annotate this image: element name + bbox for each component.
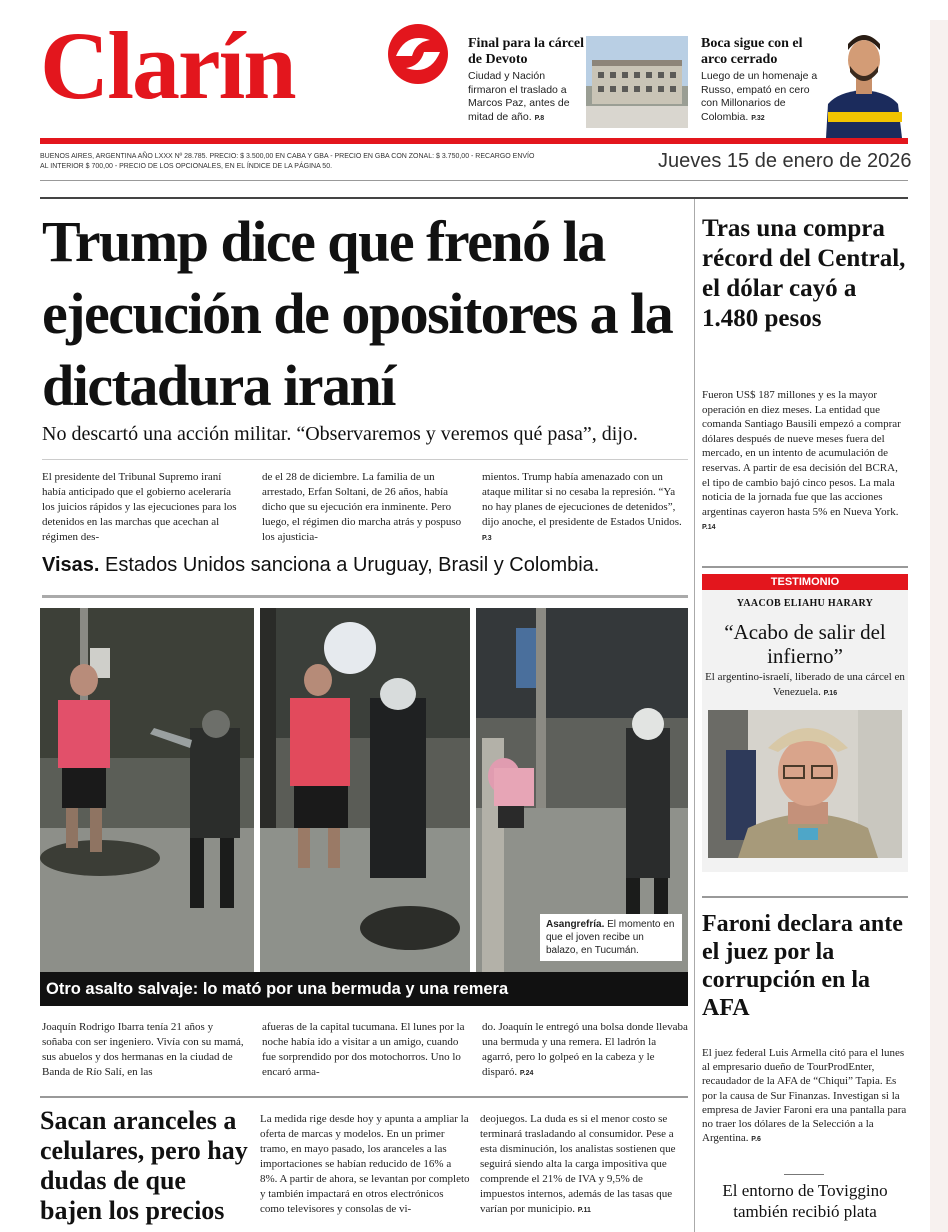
header-divider-thick (40, 197, 908, 199)
bottom-headline[interactable]: Sacan aranceles a celulares, pero hay dudas de que bajen los precios (40, 1106, 248, 1225)
toviggino-teaser[interactable]: El entorno de Toviggino también recibió plata (722, 1181, 888, 1221)
harary-photo[interactable] (708, 710, 902, 858)
main-body-col-1: El presidente del Tribunal Supremo iraní había anticipado que el gobierno aceleraría los juicios rápidos y las ejecuciones para los detenidos en las marchas que acechan al régimen des- (42, 471, 237, 543)
main-headline[interactable]: Trump dice que frenó la ejecución de opositores a la dictadura iraní (42, 209, 673, 418)
testimonio-name: YAACOB ELIAHU HARARY (736, 598, 874, 609)
boca-player-photo[interactable] (818, 20, 908, 138)
dollar-body: Fueron US$ 187 millones y es la mayor operación en diez meses. La entidad que comanda Santiago Bausili empezó a comprar dólares después de nueve meses fuera del mercado, en un intento de acumulación de reservas. A partir de esa decisión del BCRA, el tipo de cambio bajó cinco pesos. La mala noticia de la jornada fue que las acciones argentinas cayeron hasta 5% en Nueva York. P.14 (702, 389, 901, 532)
assault-photo-1[interactable] (40, 608, 254, 972)
testimonio-quote[interactable]: “Acabo de salir del infierno” (724, 620, 886, 668)
teaser-devoto-body: Ciudad y Nación firmaron el traslado a Marcos Paz, antes de mitad de año. P.8 (468, 70, 570, 123)
photo-story-col-1: Joaquín Rodrigo Ibarra tenía 21 años y soñaba con ser ingeniero. Vivía con su mamá, sus abuelos y dos hermanas en la ciudad de Banda de Río Salí, en las (42, 1021, 244, 1078)
clarin-logo[interactable]: Clarín (40, 12, 295, 119)
edition-info: BUENOS AIRES, ARGENTINA AÑO LXXX Nº 28.785. PRECIO: $ 3.500,00 EN CABA Y GBA - PRECIO EN GBA CON ZONAL: $ 3.750,00 - RECARGO ENVÍO AL INTERIOR $ 700,00 - PRECIO DE LOS OPCIONALES, EN EL ÍNDICE DE LA PÁGINA 50. (40, 153, 535, 170)
header-divider (40, 180, 908, 181)
teaser-boca-body: Luego de un homenaje a Russo, empató en cero con Millonarios de Colombia. P.32 (701, 70, 818, 123)
sidebar-divider (702, 566, 908, 568)
main-body-col-3: mientos. Trump había amenazado con un ataque militar si no cesaba la represión. “Ya no hay planes de ejecuciones de detenidos”, dijo anoche, el presidente de Estados Unidos. P.3 (482, 471, 682, 542)
photo-story-col-3: do. Joaquín le entregó una bolsa donde llevaba una bermuda y una remera. El ladrón la agarró, pero lo golpeó en la cabeza y le disparó. P.24 (482, 1021, 688, 1078)
bottom-divider (40, 1096, 688, 1098)
bottom-body-col-1: La medida rige desde hoy y apunta a ampliar la oferta de marcas y modelos. En un primer tramo, en mayo pasado, los aranceles a las importaciones se habían reducido de 16% a 8%. A partir de ahora, se levantan por completo y también impactará en otros electrónicos como televisores y consolas de vi- (260, 1113, 470, 1215)
assault-photo-2[interactable] (260, 608, 470, 972)
visas-divider (42, 595, 688, 598)
dollar-headline[interactable]: Tras una compra récord del Central, el dólar cayó a 1.480 pesos (702, 215, 906, 332)
teaser-devoto-title[interactable]: Final para la cárcel de Devoto (468, 36, 584, 67)
page-edge (930, 20, 948, 1232)
testimonio-label: TESTIMONIO (702, 574, 908, 590)
afa-body: El juez federal Luis Armella citó para el lunes al empresario dueño de TourProdEnter, recaudador de la AFA de “Chiqui” Tapia. Es por la causa de Sur Finanzas. Investigan si la empresa de Javier Faroni era una pantalla para no traer los dólares de la Selección a la Argentina. P.6 (702, 1047, 907, 1145)
issue-date: Jueves 15 de enero de 2026 (658, 150, 912, 172)
sidebar-short-rule (784, 1174, 824, 1175)
testimonio-text: El argentino-israelí, liberado de una cárcel en Venezuela. P.16 (705, 671, 905, 698)
sidebar-divider-2 (702, 896, 908, 898)
main-divider (42, 459, 688, 460)
masthead-rule (40, 138, 908, 144)
teaser-boca-title[interactable]: Boca sigue con el arco cerrado (701, 36, 803, 67)
photo-caption: Asangrefría. El momento en que el joven recibe un balazo, en Tucumán. (540, 914, 682, 961)
main-subhead: No descartó una acción militar. “Observaremos y veremos qué pasa”, dijo. (42, 423, 638, 445)
column-divider (694, 199, 695, 1232)
visas-headline[interactable]: Visas. Estados Unidos sanciona a Uruguay, Brasil y Colombia. (42, 554, 600, 576)
main-body-col-2: de el 28 de diciembre. La familia de un arrestado, Erfan Soltani, de 26 años, había dicho que su ejecución era inminente. Pero luego, el régimen dio marcha atrás y pospuso los ajusticia- (262, 471, 462, 543)
afa-headline[interactable]: Faroni declara ante el juez por la corrupción en la AFA (702, 911, 903, 1021)
bottom-body-col-2: deojuegos. La duda es si el menor costo se terminará trasladando al consumidor. Pese a esta disminución, los analistas sostienen que seguirá siendo alta la carga impositiva que comprende el 21% de IVA y 9,5% de impuestos internos, además de las tasas que varían por municipio. P.11 (480, 1113, 676, 1215)
photo-story-headline[interactable]: Otro asalto salvaje: lo mató por una bermuda y una remera (40, 972, 688, 1006)
devoto-prison-photo[interactable] (586, 36, 688, 128)
photo-story-col-2: afueras de la capital tucumana. El lunes por la noche había ido a visitar a un amigo, cuando fue sorprendido por dos motochorros. Uno lo encaró arma- (262, 1021, 465, 1078)
clarin-logo-mark-icon (386, 22, 450, 86)
